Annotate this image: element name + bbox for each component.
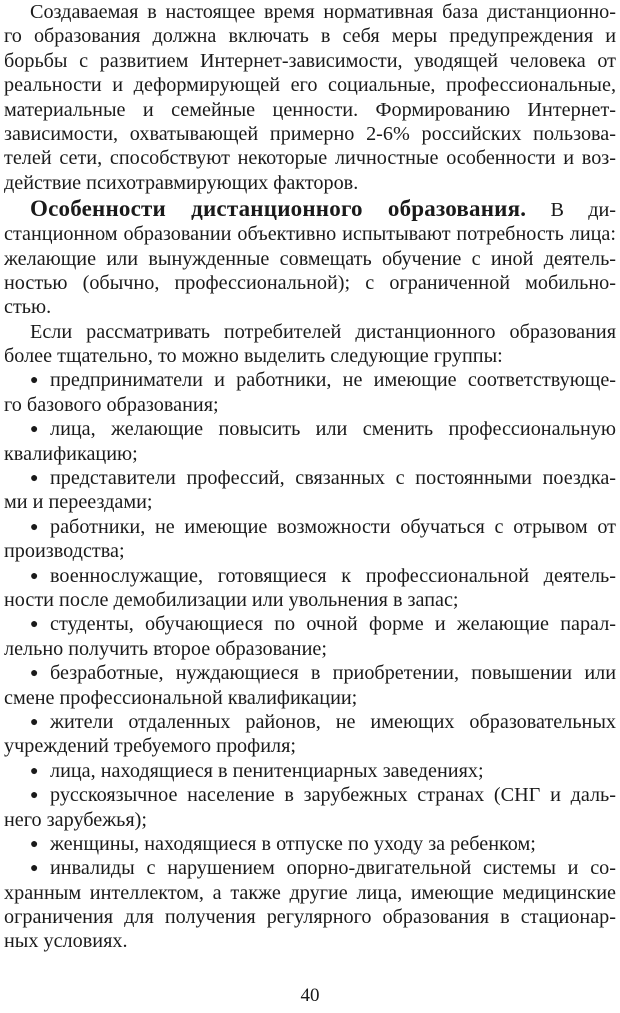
list-item-text: лица, желающие повысить или сменить профессиональную [50, 418, 616, 441]
bullet-icon: ● [30, 373, 39, 389]
bullet-icon: ● [30, 763, 39, 779]
bullet-icon: ● [30, 861, 39, 877]
bullet-icon: ● [30, 788, 39, 804]
text-line: стью. [4, 296, 52, 319]
list-item [4, 612, 616, 661]
text-line: го образования должна включать в себя меры предупреждения и [4, 25, 616, 48]
list-item-text: жители отдаленных районов, не имеющих образовательных [50, 710, 616, 733]
list-item-line [4, 759, 616, 783]
section-heading-tail: В ди- [550, 199, 616, 222]
consumer-groups-list [4, 368, 616, 953]
section-heading: Особенности дистанционного образования. [30, 196, 527, 222]
bullet-icon: ● [30, 422, 39, 438]
list-item-text: студенты, обучающиеся по очной форме и желающие парал- [50, 613, 616, 636]
list-item-text: русскоязычное население в зарубежных странах (СНГ и даль- [50, 784, 616, 807]
list-item-line: ности после демобилизации или увольнения в запас; [4, 588, 459, 611]
list-item [4, 783, 616, 832]
text-line: желающие или вынужденные совмещать обучение с иной деятель- [4, 247, 616, 270]
list-item-line: квалификацию; [4, 442, 138, 465]
list-item-line: го базового образования; [4, 393, 219, 416]
list-item-line: ми и переездами; [4, 491, 153, 514]
text-line: Если рассматривать потребителей дистанционного образования [30, 320, 616, 343]
text-line: станционном образовании объективно испытывают потребность лица: [4, 223, 616, 246]
text-line: ностью (обычно, профессиональной); с ограниченной мобильно- [4, 271, 616, 294]
intro-paragraph [4, 0, 616, 195]
list-item-line [4, 661, 616, 685]
list-item [4, 856, 616, 954]
list-item-line: производства; [4, 540, 125, 563]
section-features [4, 195, 616, 320]
text-line: реальности и деформирующей его социальные, профессиональные, [4, 74, 616, 97]
list-item-text: работники, не имеющие возможности обучаться с отрывом от [50, 515, 616, 538]
bullet-icon: ● [30, 666, 39, 682]
text-line: действие психотравмирующих факторов. [4, 171, 359, 194]
bullet-icon: ● [30, 617, 39, 633]
list-item [4, 368, 616, 417]
page-body [4, 0, 616, 954]
list-item-line: смене профессиональной квалификации; [4, 686, 358, 709]
bullet-icon: ● [30, 471, 39, 487]
list-item-line: учреждений требуемого профиля; [4, 735, 296, 758]
list-item-line [4, 368, 616, 392]
text-line: материальные и семейные ценности. Формированию Интернет- [4, 98, 616, 121]
section-heading-line [4, 195, 616, 222]
text-line: телей сети, способствуют некоторые личностные особенности и воз- [4, 147, 616, 170]
list-item-text: лица, находящиеся в пенитенциарных заведениях; [50, 759, 484, 782]
list-item [4, 417, 616, 466]
bullet-icon: ● [30, 714, 39, 730]
list-item-text: представители профессий, связанных с постоянными поездка- [50, 467, 616, 490]
list-item-text: предприниматели и работники, не имеющие соответствующе- [50, 369, 616, 392]
list-item [4, 466, 616, 515]
list-item-text: безработные, нуждающиеся в приобретении, повышении или [50, 662, 616, 685]
bullet-icon: ● [30, 836, 39, 852]
text-line: более тщательно, то можно выделить следующие группы: [4, 345, 503, 368]
list-item-line: ограничения для получения регулярного образования в стационар- [4, 906, 616, 929]
list-item-line: лельно получить второе образование; [4, 637, 327, 660]
text-line: борьбы с развитием Интернет-зависимости, уводящей человека от [4, 49, 616, 72]
list-item-line [4, 832, 616, 856]
list-item [4, 564, 616, 613]
list-item [4, 832, 616, 856]
list-item-line [4, 612, 616, 636]
page-number: 40 [300, 985, 320, 1006]
list-item-line [4, 710, 616, 734]
list-item-line [4, 466, 616, 490]
list-item-text: женщины, находящиеся в отпуске по уходу за ребенком; [50, 832, 536, 855]
list-item-line [4, 856, 616, 880]
list-item [4, 710, 616, 759]
list-item-line [4, 417, 616, 441]
list-item-line [4, 515, 616, 539]
list-item [4, 661, 616, 710]
list-item-line [4, 783, 616, 807]
list-item-line: хранным интеллектом, а также другие лица, имеющие медицинские [4, 881, 616, 904]
list-item-line [4, 564, 616, 588]
text-line: зависимости, охватывающей примерно 2-6% российских пользова- [4, 122, 616, 145]
bullet-icon: ● [30, 519, 39, 535]
groups-intro-paragraph [4, 320, 616, 369]
text-line: Создаваемая в настоящее время нормативная база дистанционно- [30, 1, 616, 23]
list-item [4, 759, 616, 783]
list-item [4, 515, 616, 564]
list-item-line: ных условиях. [4, 930, 128, 953]
list-item-text: военнослужащие, готовящиеся к профессиональной деятель- [50, 564, 616, 587]
list-item-line: него зарубежья); [4, 808, 148, 831]
list-item-text: инвалиды с нарушением опорно-двигательной системы и со- [50, 857, 616, 880]
bullet-icon: ● [30, 568, 39, 584]
